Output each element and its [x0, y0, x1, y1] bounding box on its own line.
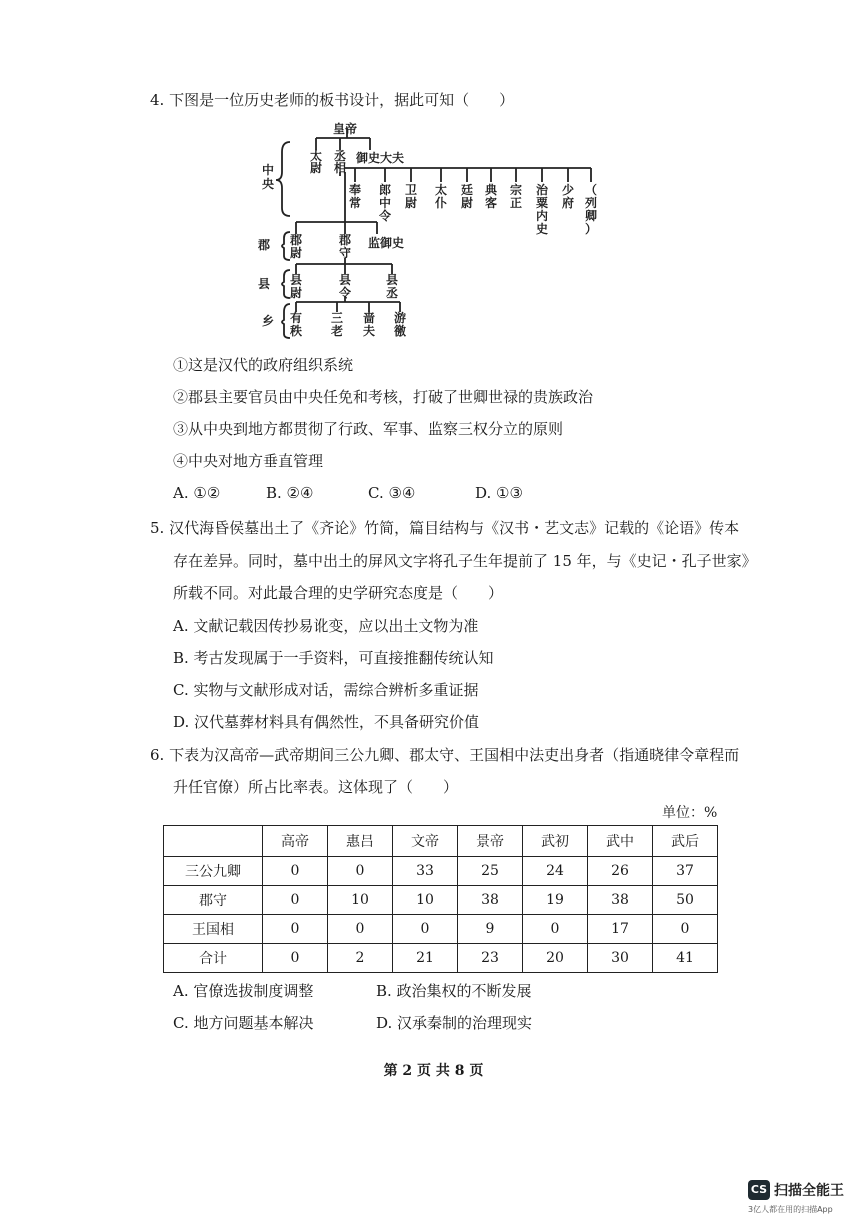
jiu-qing-0: 奉常 [348, 183, 362, 210]
q5-option-b[interactable]: B. 考古发现属于一手资料，可直接推翻传统认知 [173, 649, 494, 667]
jun-2: 监御史 [368, 236, 405, 250]
table-cell: 0 [263, 857, 328, 886]
level-label-xian: 县 [258, 277, 271, 291]
table-cell: 23 [458, 944, 523, 973]
level-label-central: 中央 [261, 163, 275, 191]
xiang-1: 三老 [330, 311, 344, 338]
cs-logo-icon: CS [748, 1180, 770, 1200]
xian-1: 县令 [338, 273, 352, 300]
q4-option-b[interactable]: B. ②④ [266, 484, 314, 502]
table-cell: 37 [653, 857, 718, 886]
q5-stem-line-1: 5. 汉代海昏侯墓出土了《齐论》竹简，篇目结构与《汉书・艺文志》记载的《论语》传本 [150, 519, 740, 537]
emperor-label: 皇帝 [333, 122, 358, 136]
watermark-app-name: 扫描全能王 [774, 1183, 844, 1199]
table-cell: 0 [328, 857, 393, 886]
table-row [164, 944, 718, 973]
table-cell: 17 [588, 915, 653, 944]
table-header-cell: 高帝 [263, 826, 328, 857]
table-cell: 30 [588, 944, 653, 973]
jiu-qing-4: 廷尉 [460, 183, 474, 210]
q5-option-d[interactable]: D. 汉代墓葬材料具有偶然性，不具备研究价值 [173, 713, 480, 731]
camscanner-watermark [748, 1178, 858, 1222]
q4-option-d[interactable]: D. ①③ [475, 484, 523, 502]
jiu-qing-5: 典客 [484, 183, 498, 210]
jiu-qing-3: 太仆 [434, 183, 448, 210]
table-header-cell: 惠吕 [328, 826, 393, 857]
table-cell: 0 [263, 915, 328, 944]
table-cell: 41 [653, 944, 718, 973]
jiu-qing-1: 郎中令 [378, 183, 392, 223]
table-row [164, 886, 718, 915]
q4-statement-2: ②郡县主要官员由中央任免和考核，打破了世卿世禄的贵族政治 [173, 388, 594, 406]
table-row-label: 合计 [164, 944, 263, 973]
table-cell: 26 [588, 857, 653, 886]
q6-option-c[interactable]: C. 地方问题基本解决 [173, 1014, 314, 1032]
table-header-cell [164, 826, 263, 857]
table-header-cell: 武后 [653, 826, 718, 857]
q6-table [163, 825, 718, 973]
table-row [164, 915, 718, 944]
table-cell: 2 [328, 944, 393, 973]
san-gong-1: 丞相 [333, 149, 347, 175]
table-cell: 19 [523, 886, 588, 915]
table-header-cell: 景帝 [458, 826, 523, 857]
jun-1: 郡守 [338, 233, 352, 260]
table-cell: 9 [458, 915, 523, 944]
jiu-qing-9: （列卿） [584, 183, 598, 236]
level-label-jun: 郡 [258, 238, 271, 252]
san-gong-0: 太尉 [309, 149, 323, 175]
q4-stem: 4. 下图是一位历史老师的板书设计，据此可知（ ） [150, 91, 515, 109]
table-cell: 24 [523, 857, 588, 886]
watermark-tagline: 3亿人都在用的扫描App [748, 1205, 833, 1214]
table-cell: 0 [393, 915, 458, 944]
table-header-cell: 武初 [523, 826, 588, 857]
table-row-label: 三公九卿 [164, 857, 263, 886]
table-row-label: 郡守 [164, 886, 263, 915]
q6-option-d[interactable]: D. 汉承秦制的治理现实 [376, 1014, 533, 1032]
table-row-label: 王国相 [164, 915, 263, 944]
table-cell: 21 [393, 944, 458, 973]
table-cell: 10 [328, 886, 393, 915]
table-cell: 0 [263, 944, 328, 973]
jiu-qing-6: 宗正 [509, 183, 523, 210]
q4-statement-1: ①这是汉代的政府组织系统 [173, 356, 354, 374]
level-label-xiang: 乡 [262, 314, 275, 328]
jun-0: 郡尉 [289, 233, 303, 260]
table-cell: 0 [653, 915, 718, 944]
xian-0: 县尉 [289, 273, 303, 300]
table-cell: 50 [653, 886, 718, 915]
xiang-2: 啬夫 [362, 311, 376, 338]
table-header-cell: 文帝 [393, 826, 458, 857]
jiu-qing-7: 治粟内史 [535, 183, 549, 236]
table-row [164, 857, 718, 886]
table-cell: 20 [523, 944, 588, 973]
q4-option-a[interactable]: A. ①② [173, 484, 221, 502]
q6-unit: 单位：% [662, 805, 718, 821]
table-cell: 0 [328, 915, 393, 944]
table-cell: 0 [263, 886, 328, 915]
xiang-0: 有秩 [289, 311, 303, 338]
page-number: 第 2 页 共 8 页 [383, 1063, 484, 1079]
q6-option-b[interactable]: B. 政治集权的不断发展 [376, 982, 532, 1000]
table-cell: 25 [458, 857, 523, 886]
q5-stem-line-2: 存在差异。同时，墓中出土的屏风文字将孔子生年提前了 15 年，与《史记・孔子世家》 [173, 552, 757, 570]
q5-stem-line-3: 所载不同。对此最合理的史学研究态度是（ ） [173, 584, 504, 602]
xian-2: 县丞 [385, 273, 399, 300]
q4-statement-3: ③从中央到地方都贯彻了行政、军事、监察三权分立的原则 [173, 420, 564, 438]
table-cell: 33 [393, 857, 458, 886]
q4-statement-4: ④中央对地方垂直管理 [173, 452, 324, 470]
table-cell: 38 [458, 886, 523, 915]
q5-option-a[interactable]: A. 文献记载因传抄易讹变，应以出土文物为准 [173, 617, 479, 635]
jiu-qing-2: 卫尉 [404, 183, 418, 210]
q5-option-c[interactable]: C. 实物与文献形成对话，需综合辨析多重证据 [173, 681, 479, 699]
q4-option-c[interactable]: C. ③④ [368, 484, 416, 502]
xiang-3: 游徼 [393, 311, 407, 338]
table-cell: 10 [393, 886, 458, 915]
san-gong-2: 御史大夫 [356, 151, 405, 165]
q6-stem-line-1: 6. 下表为汉高帝—武帝期间三公九卿、郡太守、王国相中法吏出身者（指通晓律令章程而 [150, 746, 740, 764]
table-header-cell: 武中 [588, 826, 653, 857]
q6-stem-line-2: 升任官僚）所占比率表。这体现了（ ） [173, 778, 459, 796]
table-cell: 38 [588, 886, 653, 915]
q6-option-a[interactable]: A. 官僚选拔制度调整 [173, 982, 314, 1000]
jiu-qing-8: 少府 [561, 183, 575, 210]
table-header-row [164, 826, 718, 857]
table-cell: 0 [523, 915, 588, 944]
